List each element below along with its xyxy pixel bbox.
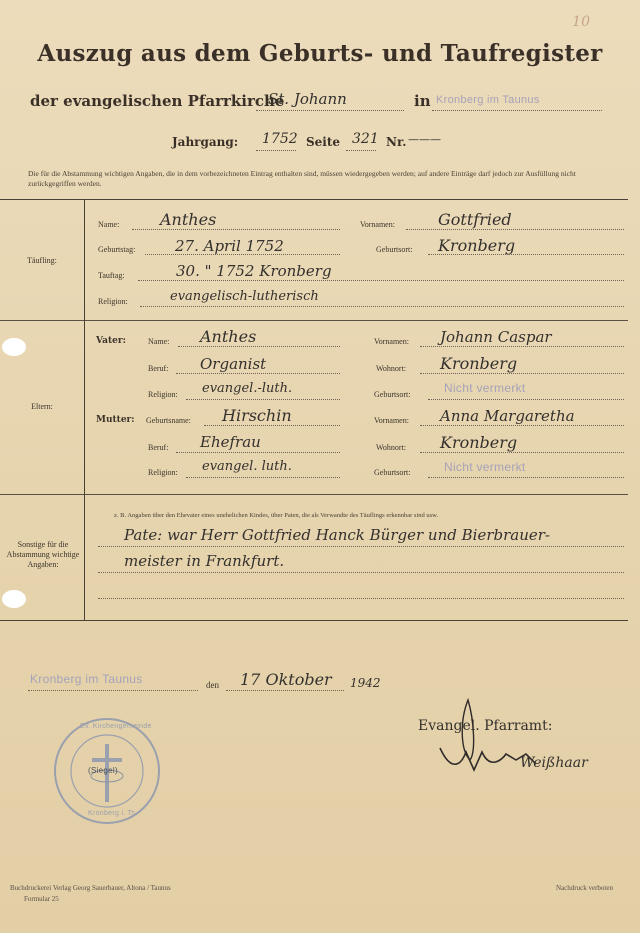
table-top-rule — [0, 199, 628, 200]
mother-label: Mutter: — [96, 415, 135, 425]
father-birthplace-label: Geburtsort: — [374, 390, 411, 399]
other-line-1: Pate: war Herr Gottfried Hanck Bürger und Bierbrauer- — [124, 526, 550, 544]
child-birthplace-label: Geburtsort: — [376, 245, 413, 254]
child-birthday-label: Geburtstag: — [98, 245, 136, 254]
seal-center-text: (Siegel) — [88, 766, 118, 775]
year-underline — [256, 150, 296, 151]
in-label: in — [414, 92, 431, 110]
table-bottom-rule — [0, 620, 628, 621]
church-underline — [256, 110, 404, 111]
other-instruction: z. B. Angaben über den Ehevater eines unehelichen Kindes, über Paten, die als Verwandte des Täuflings erkennbar sind usw. — [114, 512, 439, 519]
section-label-parents: Eltern: — [31, 402, 53, 411]
father-firstnames-line — [420, 346, 624, 347]
seal-top-text: Ev. Kirchengemeinde — [80, 723, 152, 730]
other-underline-2 — [98, 572, 624, 573]
child-religion-label: Religion: — [98, 297, 128, 306]
father-birthplace-value: Nicht vermerkt — [444, 381, 526, 395]
place-line — [28, 690, 198, 691]
father-religion-label: Religion: — [148, 390, 178, 399]
year-issued: 1942 — [350, 676, 381, 690]
place-underline — [432, 110, 602, 111]
child-birthplace-line — [428, 254, 624, 255]
page-value: 321 — [352, 131, 379, 147]
mother-job-value: Ehefrau — [200, 433, 261, 451]
mother-religion-label: Religion: — [148, 468, 178, 477]
section-label-other: Sonstige für die Abstammung wichtige Angaben: — [6, 540, 80, 569]
section-label-child: Täufling: — [27, 256, 57, 265]
mother-firstnames-label: Vornamen: — [374, 416, 409, 425]
father-label: Vater: — [96, 336, 126, 346]
mother-residence-value: Kronberg — [440, 433, 518, 452]
child-name-label: Name: — [98, 220, 120, 229]
seal-bottom-text: Kronberg i. Ts. — [88, 810, 138, 817]
child-firstnames-label: Vornamen: — [360, 220, 395, 229]
father-residence-line — [420, 373, 624, 374]
child-baptism-line — [138, 280, 624, 281]
other-line-2: meister in Frankfurt. — [124, 552, 285, 570]
page-underline — [346, 150, 376, 151]
mother-job-label: Beruf: — [148, 443, 169, 452]
publisher-text: Buchdruckerei Verlag Georg Sauerbauer, Altona / Taunus — [10, 884, 171, 892]
father-birthplace-line — [428, 399, 624, 400]
father-religion-value: evangel.-luth. — [202, 381, 293, 396]
church-label: der evangelischen Pfarrkirche — [30, 92, 285, 110]
father-religion-line — [186, 399, 340, 400]
father-name-value: Anthes — [200, 327, 257, 346]
mother-birthplace-label: Geburtsort: — [374, 468, 411, 477]
child-firstnames-value: Gottfried — [438, 210, 512, 229]
instruction-note: Die für die Abstammung wichtigen Angaben, die in dem vorbezeichneten Eintrag enthalten sind, müssen wiedergegeben werden; auf andere Einträge darf jedoch zur Ausfüllung nicht zurückgegriffen werden. — [28, 169, 576, 188]
mother-name-label: Geburtsname: — [146, 416, 191, 425]
child-baptism-label: Tauftag: — [98, 271, 125, 280]
mother-religion-value: evangel. luth. — [202, 459, 292, 474]
signer-name: Weißhaar — [520, 755, 588, 771]
no-label: Nr. — [386, 135, 407, 149]
child-baptism-value: 30. " 1752 Kronberg — [176, 262, 332, 280]
father-firstnames-value: Johann Caspar — [440, 328, 552, 346]
mother-birthplace-line — [428, 477, 624, 478]
child-religion-value: evangelisch-lutherisch — [170, 289, 319, 304]
year-value: 1752 — [262, 131, 298, 147]
office-label: Evangel. Pfarramt: — [418, 718, 553, 734]
father-residence-value: Kronberg — [440, 354, 518, 373]
father-job-line — [176, 373, 340, 374]
mother-birthplace-value: Nicht vermerkt — [444, 460, 526, 474]
mother-residence-label: Wohnort: — [376, 443, 407, 452]
other-underline-3 — [98, 598, 624, 599]
den-label: den — [206, 680, 219, 690]
place-stamp: Kronberg im Taunus — [30, 672, 143, 686]
mother-residence-line — [420, 452, 624, 453]
rule-child-parents — [0, 320, 628, 321]
page-number-mark: 10 — [572, 14, 590, 30]
mother-name-line — [204, 425, 340, 426]
reprint-note: Nachdruck verboten — [556, 884, 613, 892]
church-value: St. Johann — [268, 90, 347, 108]
child-birthday-line — [145, 254, 340, 255]
place-stamp-top: Kronberg im Taunus — [436, 94, 540, 106]
no-value: ——— — [408, 133, 441, 146]
mother-firstnames-value: Anna Margaretha — [440, 407, 575, 425]
child-firstnames-line — [406, 229, 624, 230]
other-underline-1 — [98, 546, 624, 547]
child-name-line — [132, 229, 340, 230]
date-value: 17 Oktober — [240, 670, 332, 689]
page-label: Seite — [306, 135, 341, 149]
child-religion-line — [140, 306, 624, 307]
punch-hole-bottom — [2, 590, 26, 608]
mother-firstnames-line — [420, 425, 624, 426]
document-title: Auszug aus dem Geburts- und Taufregister — [37, 40, 603, 67]
year-label: Jahrgang: — [172, 135, 239, 149]
father-firstnames-label: Vornamen: — [374, 337, 409, 346]
father-job-label: Beruf: — [148, 364, 169, 373]
punch-hole-top — [2, 338, 26, 356]
father-residence-label: Wohnort: — [376, 364, 407, 373]
child-birthplace-value: Kronberg — [438, 236, 516, 255]
mother-job-line — [176, 452, 340, 453]
father-job-value: Organist — [200, 355, 267, 373]
table-column-rule — [84, 199, 85, 620]
form-number: Formular 25 — [24, 895, 59, 903]
mother-name-value: Hirschin — [222, 406, 292, 425]
rule-parents-other — [0, 494, 628, 495]
mother-religion-line — [186, 477, 340, 478]
child-name-value: Anthes — [160, 210, 217, 229]
father-name-label: Name: — [148, 337, 170, 346]
child-birthday-value: 27. April 1752 — [175, 237, 284, 255]
date-line — [226, 690, 344, 691]
father-name-line — [178, 346, 340, 347]
